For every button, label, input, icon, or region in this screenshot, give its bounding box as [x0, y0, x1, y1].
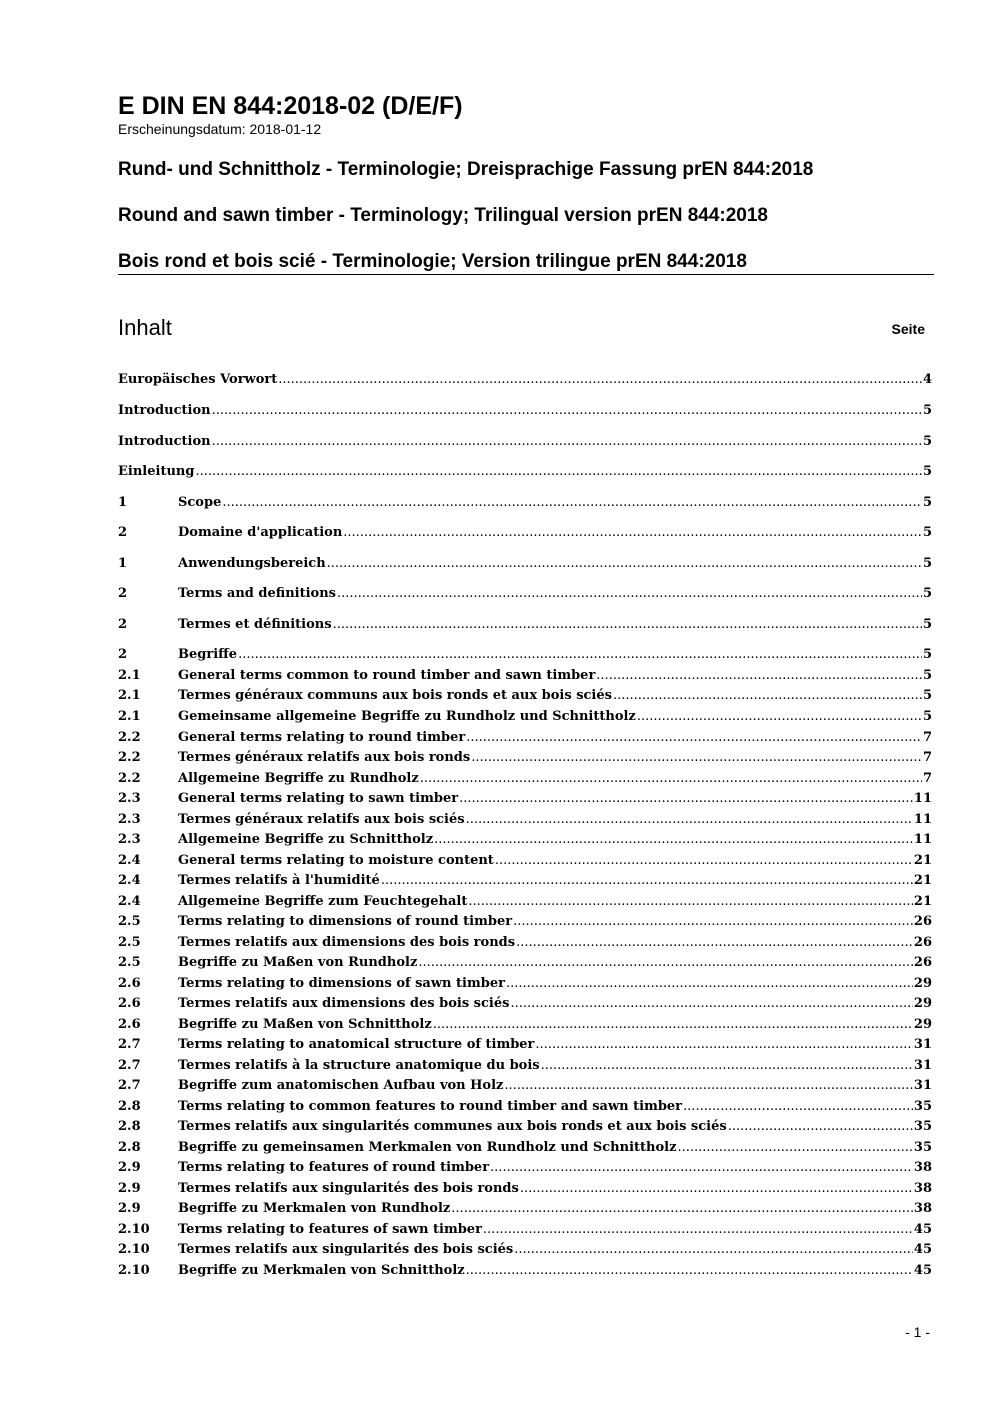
toc-entry-page: 45	[913, 1242, 932, 1257]
toc-entry-number: 2.4	[118, 873, 141, 888]
toc-entry-title: General terms relating to moisture content	[178, 853, 494, 868]
toc-entry-title: Termes relatifs aux dimensions des bois sciés	[178, 996, 510, 1011]
toc-entry[interactable]	[118, 615, 932, 635]
toc-entry-page: 5	[922, 617, 932, 632]
toc-entry-title: Gemeinsame allgemeine Begriffe zu Rundholz und Schnittholz	[178, 709, 636, 724]
toc-entry-number: 2.6	[118, 996, 141, 1011]
toc-dot-leader	[466, 810, 913, 830]
toc-entry-page: 7	[922, 730, 932, 745]
toc-entry-number: 2	[118, 647, 128, 662]
subtitle-english: Round and sawn timber - Terminology; Trilingual version prEN 844:2018	[118, 205, 768, 226]
toc-entry-title: Begriffe zu Maßen von Rundholz	[178, 955, 418, 970]
toc-entry[interactable]	[118, 554, 932, 574]
toc-entry[interactable]	[118, 1076, 932, 1096]
toc-dot-leader	[596, 666, 922, 686]
toc-entry-number: 2.9	[118, 1201, 141, 1216]
toc-entry[interactable]	[118, 432, 932, 452]
toc-entry[interactable]	[118, 1199, 932, 1219]
toc-entry[interactable]	[118, 769, 932, 789]
toc-entry-number: 2.8	[118, 1099, 141, 1114]
toc-entry[interactable]	[118, 953, 932, 973]
toc-entry-page: 31	[913, 1037, 932, 1052]
toc-entry-page: 5	[922, 709, 932, 724]
toc-dot-leader	[418, 953, 913, 973]
toc-dot-leader	[212, 432, 922, 452]
toc-entry-number: 2.9	[118, 1160, 141, 1175]
toc-entry-page: 45	[913, 1222, 932, 1237]
toc-entry[interactable]	[118, 1179, 932, 1199]
toc-entry-title: Allgemeine Begriffe zu Rundholz	[178, 771, 419, 786]
toc-entry[interactable]	[118, 912, 932, 932]
toc-entry-number: 2.3	[118, 812, 141, 827]
toc-entry-number: 2.1	[118, 709, 141, 724]
toc-dot-leader	[541, 1056, 913, 1076]
toc-entry-page: 21	[913, 873, 932, 888]
toc-entry-title: Europäisches Vorwort	[118, 372, 278, 387]
toc-entry[interactable]	[118, 707, 932, 727]
toc-entry-page: 11	[913, 791, 932, 806]
toc-entry-number: 2.9	[118, 1181, 141, 1196]
toc-dot-leader	[683, 1097, 913, 1117]
toc-entry-page: 26	[913, 914, 932, 929]
toc-dot-leader	[420, 769, 922, 789]
toc-dot-leader	[535, 1035, 912, 1055]
toc-entry-number: 2.1	[118, 688, 141, 703]
toc-entry-page: 29	[913, 1017, 932, 1032]
toc-entry-number: 2.7	[118, 1058, 141, 1073]
toc-entry-number: 2.10	[118, 1263, 150, 1278]
toc-entry-page: 11	[913, 832, 932, 847]
toc-entry[interactable]	[118, 462, 932, 482]
toc-entry[interactable]	[118, 1158, 932, 1178]
toc-entry[interactable]	[118, 1035, 932, 1055]
toc-entry-page: 26	[913, 955, 932, 970]
subtitle-german: Rund- und Schnittholz - Terminologie; Dreisprachige Fassung prEN 844:2018	[118, 159, 814, 180]
toc-dot-leader	[434, 830, 913, 850]
toc-entry-number: 2.6	[118, 976, 141, 991]
toc-entry-title: Terms relating to dimensions of sawn timber	[178, 976, 505, 991]
toc-entry-page: 7	[922, 750, 932, 765]
toc-entry-title: Begriffe zu gemeinsamen Merkmalen von Rundholz und Schnittholz	[178, 1140, 677, 1155]
toc-entry-number: 2.7	[118, 1078, 141, 1093]
toc-dot-leader	[677, 1138, 912, 1158]
toc-dot-leader	[510, 994, 912, 1014]
toc-dot-leader	[212, 401, 922, 421]
toc-entry-page: 5	[922, 464, 932, 479]
toc-entry-title: Termes généraux relatifs aux bois sciés	[178, 812, 465, 827]
toc-entry-title: General terms relating to round timber	[178, 730, 466, 745]
toc-entry[interactable]	[118, 1261, 932, 1281]
toc-entry[interactable]	[118, 789, 932, 809]
toc-entry-title: Begriffe zu Maßen von Schnittholz	[178, 1017, 432, 1032]
toc-dot-leader	[637, 707, 922, 727]
toc-entry-title: General terms common to round timber and sawn timber	[178, 668, 596, 683]
toc-entry-title: Domaine d'application	[178, 525, 343, 540]
toc-entry-page: 29	[913, 996, 932, 1011]
toc-entry[interactable]	[118, 370, 932, 390]
toc-entry[interactable]	[118, 1056, 932, 1076]
toc-entry-title: Allgemeine Begriffe zum Feuchtegehalt	[178, 894, 468, 909]
toc-dot-leader	[490, 1158, 913, 1178]
toc-dot-leader	[238, 645, 922, 665]
toc-entry-page: 21	[913, 894, 932, 909]
toc-entry-title: Terms relating to anatomical structure of timber	[178, 1037, 535, 1052]
toc-entry-title: Terms relating to common features to round timber and sawn timber	[178, 1099, 683, 1114]
publication-date: Erscheinungsdatum: 2018-01-12	[118, 121, 322, 137]
toc-dot-leader	[728, 1117, 913, 1137]
toc-entry-number: 2.4	[118, 853, 141, 868]
toc-entry[interactable]	[118, 728, 932, 748]
toc-dot-leader	[459, 789, 913, 809]
toc-entry-number: 2.2	[118, 730, 141, 745]
toc-dot-leader	[337, 584, 922, 604]
toc-entry-title: Begriffe zum anatomischen Aufbau von Holz	[178, 1078, 504, 1093]
toc-entry-title: Scope	[178, 495, 222, 510]
toc-entry-page: 35	[913, 1119, 932, 1134]
toc-dot-leader	[468, 892, 913, 912]
toc-entry-title: Terms relating to features of sawn timber	[178, 1222, 482, 1237]
toc-entry-page: 38	[913, 1181, 932, 1196]
toc-entry[interactable]	[118, 974, 932, 994]
toc-entry-page: 26	[913, 935, 932, 950]
toc-entry[interactable]	[118, 1097, 932, 1117]
toc-entry-title: Termes et définitions	[178, 617, 332, 632]
toc-entry-page: 38	[913, 1160, 932, 1175]
toc-entry-page: 4	[922, 372, 932, 387]
toc-dot-leader	[520, 1179, 913, 1199]
toc-dot-leader	[514, 1240, 913, 1260]
toc-dot-leader	[433, 1015, 913, 1035]
toc-entry-number: 2	[118, 586, 128, 601]
toc-dot-leader	[327, 554, 922, 574]
toc-entry-number: 2.5	[118, 914, 141, 929]
toc-entry-title: Termes relatifs à l'humidité	[178, 873, 380, 888]
toc-entry-title: Termes relatifs aux dimensions des bois ronds	[178, 935, 516, 950]
toc-entry[interactable]	[118, 830, 932, 850]
toc-entry-page: 38	[913, 1201, 932, 1216]
toc-entry-page: 7	[922, 771, 932, 786]
toc-entry-page: 11	[913, 812, 932, 827]
toc-dot-leader	[504, 1076, 912, 1096]
toc-entry[interactable]	[118, 933, 932, 953]
toc-entry-page: 29	[913, 976, 932, 991]
table-of-contents	[118, 0, 932, 1300]
toc-entry-title: Termes relatifs à la structure anatomique du bois	[178, 1058, 540, 1073]
toc-entry-number: 2	[118, 525, 128, 540]
toc-entry-number: 2.7	[118, 1037, 141, 1052]
toc-dot-leader	[222, 493, 922, 513]
toc-entry[interactable]	[118, 892, 932, 912]
document-title: E DIN EN 844:2018-02 (D/E/F)	[118, 92, 463, 120]
toc-dot-leader	[471, 748, 922, 768]
toc-entry[interactable]	[118, 401, 932, 421]
toc-entry-title: Begriffe	[178, 647, 238, 662]
toc-entry-title: Introduction	[118, 403, 211, 418]
toc-page-column-label: Seite	[891, 321, 925, 337]
toc-entry-title: Begriffe zu Merkmalen von Rundholz	[178, 1201, 451, 1216]
toc-entry-page: 31	[913, 1078, 932, 1093]
toc-entry[interactable]	[118, 666, 932, 686]
toc-dot-leader	[466, 728, 922, 748]
toc-dot-leader	[506, 974, 913, 994]
toc-dot-leader	[483, 1220, 913, 1240]
toc-entry-title: Introduction	[118, 434, 211, 449]
toc-entry-number: 1	[118, 495, 128, 510]
toc-entry-page: 5	[922, 434, 932, 449]
toc-entry-number: 2.3	[118, 791, 141, 806]
subtitle-french: Bois rond et bois scié - Terminologie; Version trilingue prEN 844:2018	[118, 251, 747, 272]
toc-entry-page: 5	[922, 525, 932, 540]
toc-entry-number: 2.10	[118, 1222, 150, 1237]
toc-dot-leader	[381, 871, 913, 891]
toc-entry-number: 2	[118, 617, 128, 632]
toc-dot-leader	[495, 851, 913, 871]
toc-entry-title: Termes relatifs aux singularités des bois sciés	[178, 1242, 514, 1257]
toc-entry-page: 5	[922, 688, 932, 703]
toc-dot-leader	[513, 912, 913, 932]
toc-entry[interactable]	[118, 1015, 932, 1035]
toc-entry-title: Termes relatifs aux singularités des bois ronds	[178, 1181, 519, 1196]
toc-entry-title: Begriffe zu Merkmalen von Schnittholz	[178, 1263, 465, 1278]
toc-entry-number: 2.2	[118, 771, 141, 786]
toc-entry[interactable]	[118, 1220, 932, 1240]
toc-entry[interactable]	[118, 871, 932, 891]
toc-entry-title: Termes relatifs aux singularités communes aux bois ronds et aux bois sciés	[178, 1119, 727, 1134]
toc-entry-page: 5	[922, 403, 932, 418]
toc-entry[interactable]	[118, 1138, 932, 1158]
toc-entry[interactable]	[118, 1240, 932, 1260]
toc-dot-leader	[195, 462, 922, 482]
toc-dot-leader	[278, 370, 922, 390]
toc-entry-number: 2.10	[118, 1242, 150, 1257]
toc-entry[interactable]	[118, 851, 932, 871]
toc-entry-title: Terms and definitions	[178, 586, 336, 601]
toc-entry-title: Terms relating to dimensions of round timber	[178, 914, 513, 929]
toc-dot-leader	[333, 615, 922, 635]
toc-entry-title: Anwendungsbereich	[178, 556, 326, 571]
toc-entry-number: 2.1	[118, 668, 141, 683]
toc-entry-title: General terms relating to sawn timber	[178, 791, 459, 806]
toc-entry-number: 2.4	[118, 894, 141, 909]
toc-dot-leader	[613, 686, 922, 706]
toc-entry-number: 2.3	[118, 832, 141, 847]
toc-entry-title: Einleitung	[118, 464, 195, 479]
toc-entry-number: 1	[118, 556, 128, 571]
toc-entry-title: Terms relating to features of round timber	[178, 1160, 490, 1175]
toc-entry[interactable]	[118, 523, 932, 543]
toc-dot-leader	[451, 1199, 913, 1219]
toc-entry[interactable]	[118, 493, 932, 513]
toc-entry-page: 5	[922, 556, 932, 571]
toc-entry-number: 2.8	[118, 1140, 141, 1155]
toc-entry-number: 2.2	[118, 750, 141, 765]
toc-heading: Inhalt	[118, 315, 172, 340]
toc-entry-page: 5	[922, 586, 932, 601]
toc-entry-title: Allgemeine Begriffe zu Schnittholz	[178, 832, 434, 847]
toc-entry[interactable]	[118, 584, 932, 604]
toc-entry-number: 2.5	[118, 935, 141, 950]
toc-entry-title: Termes généraux relatifs aux bois ronds	[178, 750, 471, 765]
toc-dot-leader	[343, 523, 922, 543]
toc-entry[interactable]	[118, 1117, 932, 1137]
toc-entry-number: 2.8	[118, 1119, 141, 1134]
toc-entry[interactable]	[118, 686, 932, 706]
toc-entry-number: 2.5	[118, 955, 141, 970]
toc-entry-title: Termes généraux communs aux bois ronds et aux bois sciés	[178, 688, 612, 703]
toc-dot-leader	[466, 1261, 913, 1281]
toc-dot-leader	[516, 933, 913, 953]
toc-entry[interactable]	[118, 748, 932, 768]
toc-entry-page: 35	[913, 1140, 932, 1155]
toc-entry-page: 31	[913, 1058, 932, 1073]
toc-entry[interactable]	[118, 645, 932, 665]
page-number: - 1 -	[905, 1324, 930, 1340]
toc-entry[interactable]	[118, 810, 932, 830]
toc-entry-page: 21	[913, 853, 932, 868]
toc-entry-number: 2.6	[118, 1017, 141, 1032]
toc-entry[interactable]	[118, 994, 932, 1014]
toc-entry-page: 45	[913, 1263, 932, 1278]
toc-entry-page: 5	[922, 647, 932, 662]
toc-entry-page: 5	[922, 668, 932, 683]
toc-entry-page: 5	[922, 495, 932, 510]
toc-entry-page: 35	[913, 1099, 932, 1114]
